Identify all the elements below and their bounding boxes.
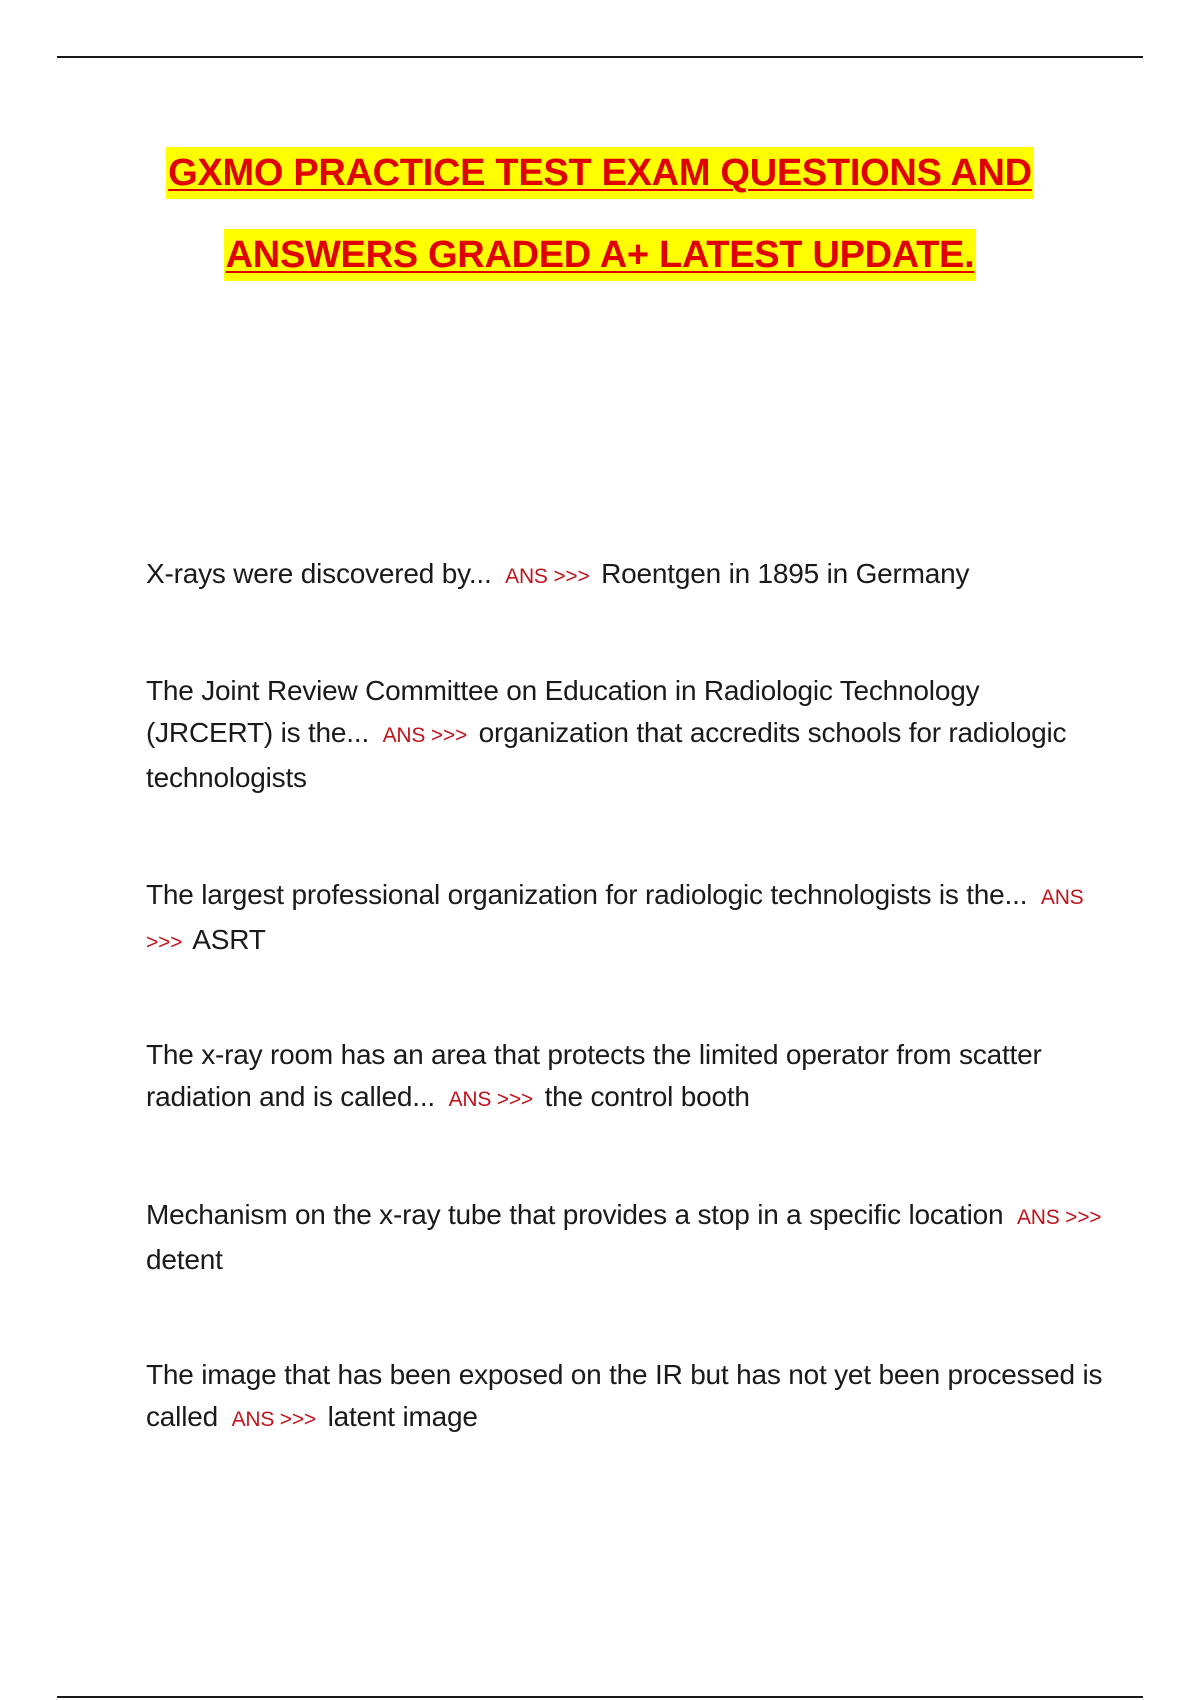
question-text: The largest professional organization for radiologic technologists is the... <box>146 879 1028 910</box>
answer-text: latent image <box>327 1401 478 1432</box>
answer-text: detent <box>146 1244 223 1275</box>
question-text: Mechanism on the x-ray tube that provides a stop in a specific location <box>146 1199 1004 1230</box>
bottom-rule <box>57 1696 1143 1698</box>
title-line-1 <box>0 140 1200 222</box>
qa-item <box>146 1354 1106 1441</box>
answer-text: ASRT <box>192 924 266 955</box>
title-text-1: GXMO PRACTICE TEST EXAM QUESTIONS AND <box>166 147 1034 199</box>
question-text: The Joint Review Committee on Education in Radiologic Technology (JRCERT) is the... <box>146 675 980 748</box>
answer-text: Roentgen in 1895 in Germany <box>601 558 970 589</box>
question-text: The x-ray room has an area that protects the limited operator from scatter radiation and is called... <box>146 1039 1042 1112</box>
answer-marker: ANS >>> <box>231 1408 316 1431</box>
answer-marker: ANS >>> <box>146 886 1084 954</box>
qa-item <box>146 1194 1106 1281</box>
answer-text: organization that accredits schools for radiologic technologists <box>146 717 1067 793</box>
answer-marker: ANS >>> <box>1016 1206 1102 1229</box>
document-title <box>0 140 1200 304</box>
answer-text: the control booth <box>544 1081 750 1112</box>
qa-item <box>146 553 969 598</box>
qa-item <box>146 874 1106 964</box>
top-rule <box>57 56 1143 58</box>
qa-item <box>146 1034 1106 1121</box>
question-text: X-rays were discovered by... <box>146 558 492 589</box>
title-text-2: ANSWERS GRADED A+ LATEST UPDATE. <box>224 229 977 281</box>
title-line-2 <box>0 222 1200 304</box>
question-text: The image that has been exposed on the IR but has not yet been processed is called <box>146 1359 1103 1432</box>
answer-marker: ANS >>> <box>505 565 590 588</box>
answer-marker: ANS >>> <box>448 1088 533 1111</box>
qa-item <box>146 670 1106 799</box>
answer-marker: ANS >>> <box>382 724 468 747</box>
